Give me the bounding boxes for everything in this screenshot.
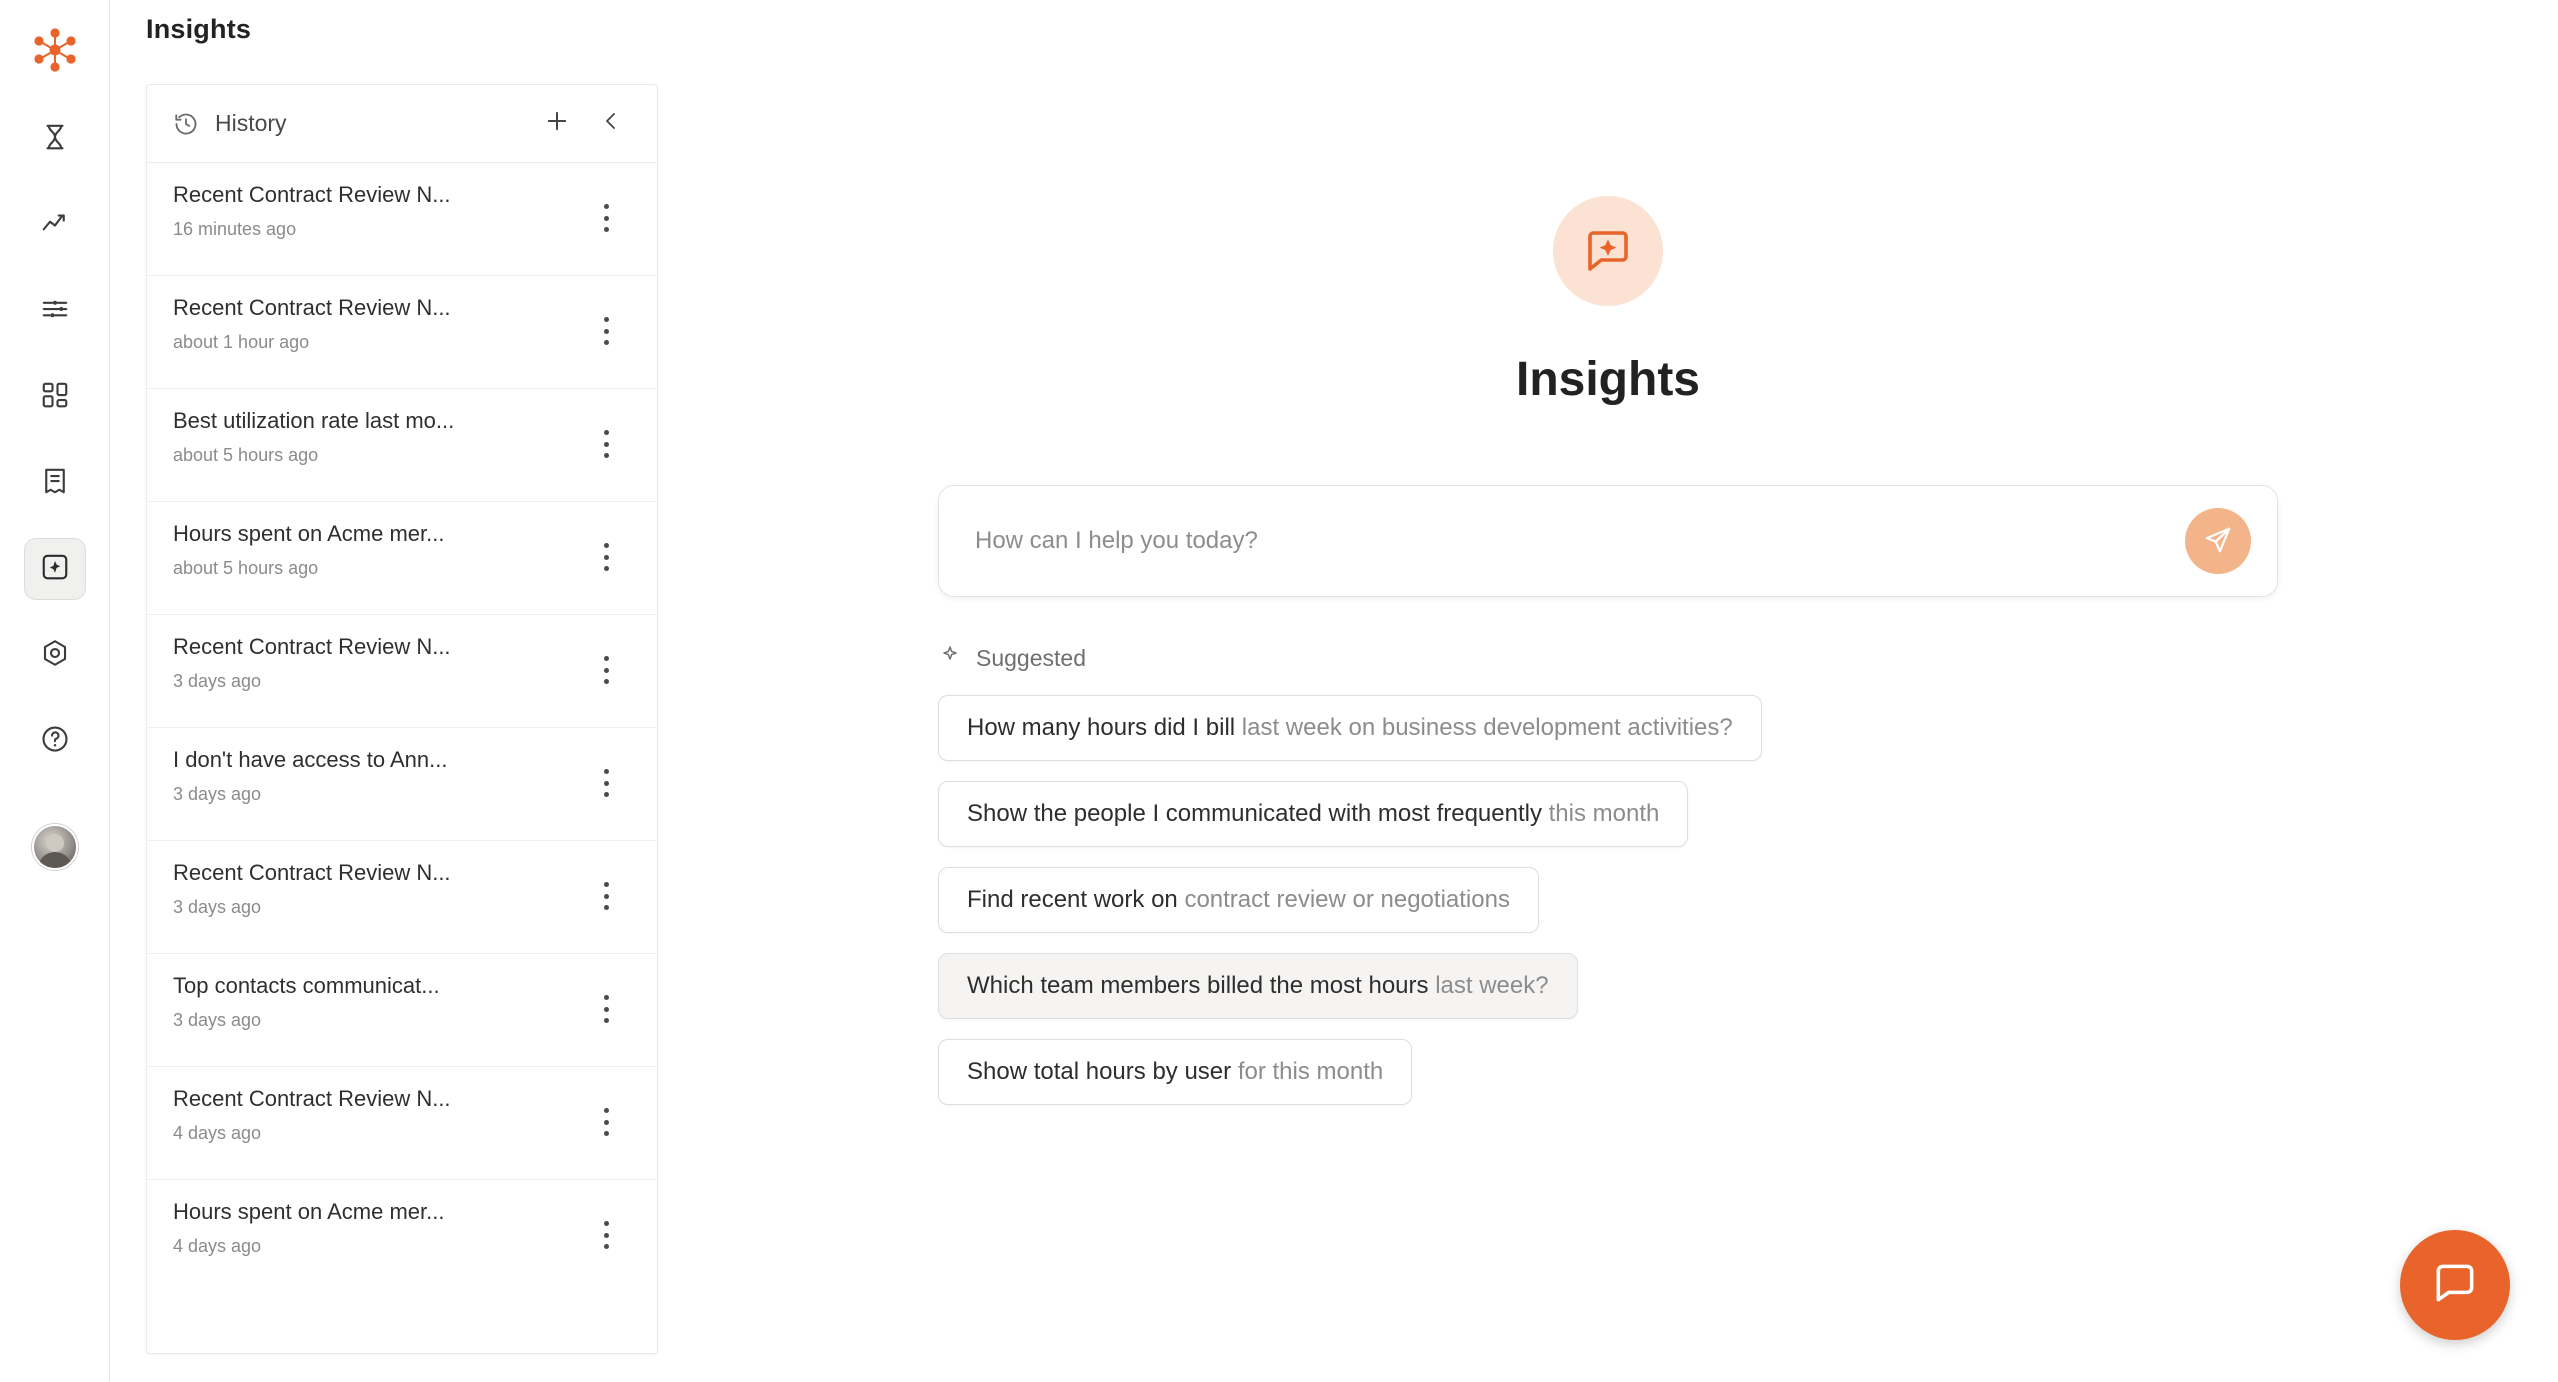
suggestion-lead: Show the people I communicated with most frequently (967, 800, 1549, 827)
hero-title: Insights (1515, 353, 1700, 406)
left-nav-rail (0, 0, 110, 1382)
suggestion-muted: contract review or negotiations (1184, 886, 1510, 913)
history-header (147, 85, 657, 163)
more-vertical-icon[interactable] (593, 201, 619, 235)
suggestion-muted: for this month (1237, 1058, 1384, 1085)
list-item[interactable] (147, 1067, 657, 1180)
history-item-title: I don't have access to Ann... (173, 747, 448, 772)
history-item-time: 4 days ago (173, 1235, 262, 1256)
suggestion-list (938, 695, 2278, 1105)
history-title: History (215, 110, 287, 136)
new-chat-button[interactable] (537, 104, 577, 144)
suggestion-muted: this month (1548, 800, 1660, 827)
suggestion-chip[interactable] (938, 1039, 1412, 1105)
history-item-title: Best utilization rate last mo... (173, 408, 455, 433)
sparkle-message-icon (1553, 196, 1663, 306)
search-input[interactable] (975, 527, 2185, 555)
sidebar-item-apps[interactable] (24, 366, 86, 428)
sidebar-item-insights[interactable] (24, 538, 86, 600)
history-item-time: 16 minutes ago (173, 218, 297, 239)
sparkle-icon (938, 643, 962, 673)
main-area (110, 0, 2558, 1382)
list-item[interactable] (147, 389, 657, 502)
more-vertical-icon[interactable] (593, 314, 619, 348)
suggested-label: Suggested (976, 644, 1086, 671)
history-item-time: 3 days ago (173, 1009, 262, 1030)
list-item[interactable] (147, 276, 657, 389)
more-vertical-icon[interactable] (593, 540, 619, 574)
history-item-title: Hours spent on Acme mer... (173, 1199, 445, 1224)
sidebar-item-matters[interactable] (24, 280, 86, 342)
history-item-title: Recent Contract Review N... (173, 634, 451, 659)
suggestion-lead: Show total hours by user (967, 1058, 1238, 1085)
chat-bubble-icon (2430, 1258, 2480, 1313)
list-item[interactable] (147, 728, 657, 841)
history-item-time: 3 days ago (173, 896, 262, 917)
ask-input-container[interactable] (938, 485, 2278, 597)
more-vertical-icon[interactable] (593, 1105, 619, 1139)
suggested-header (938, 643, 2278, 673)
send-paper-plane-icon (2203, 525, 2233, 558)
hourglass-icon (40, 122, 70, 157)
page-title: Insights (146, 14, 252, 44)
sparkle-square-icon (40, 552, 70, 587)
plus-icon (543, 107, 571, 140)
history-item-title: Top contacts communicat... (173, 973, 440, 998)
history-item-title: Recent Contract Review N... (173, 860, 451, 885)
history-list[interactable] (147, 163, 657, 1353)
more-vertical-icon[interactable] (593, 992, 619, 1026)
insights-content (658, 0, 2558, 1382)
suggestion-chip[interactable] (938, 953, 1578, 1019)
history-item-title: Recent Contract Review N... (173, 1086, 451, 1111)
list-item[interactable] (147, 1180, 657, 1293)
target-icon (40, 638, 70, 673)
suggestion-chip[interactable] (938, 695, 1762, 761)
sidebar-item-timer[interactable] (24, 108, 86, 170)
grid-apps-icon (40, 380, 70, 415)
suggestion-muted: last week? (1435, 972, 1549, 999)
suggestion-muted: last week on business development activities? (1241, 714, 1733, 741)
history-item-time: 3 days ago (173, 670, 262, 691)
history-item-time: about 5 hours ago (173, 444, 319, 465)
line-chart-icon (40, 208, 70, 243)
invoice-icon (40, 466, 70, 501)
more-vertical-icon[interactable] (593, 1218, 619, 1252)
list-item[interactable] (147, 841, 657, 954)
list-settings-icon (40, 294, 70, 329)
history-item-title: Recent Contract Review N... (173, 295, 451, 320)
history-item-time: 4 days ago (173, 1122, 262, 1143)
sidebar-item-billing[interactable] (24, 452, 86, 514)
more-vertical-icon[interactable] (593, 766, 619, 800)
chat-support-button[interactable] (2400, 1230, 2510, 1340)
history-item-title: Hours spent on Acme mer... (173, 521, 445, 546)
clock-history-icon (173, 111, 199, 137)
user-avatar[interactable] (32, 824, 78, 870)
suggestion-lead: How many hours did I bill (967, 714, 1242, 741)
history-item-time: about 1 hour ago (173, 331, 310, 352)
more-vertical-icon[interactable] (593, 427, 619, 461)
more-vertical-icon[interactable] (593, 653, 619, 687)
history-item-time: about 5 hours ago (173, 557, 319, 578)
list-item[interactable] (147, 954, 657, 1067)
sidebar-item-goals[interactable] (24, 624, 86, 686)
hub-logo-icon[interactable] (27, 22, 83, 78)
list-item[interactable] (147, 163, 657, 276)
suggestion-lead: Which team members billed the most hours (967, 972, 1436, 999)
sidebar-item-analytics[interactable] (24, 194, 86, 256)
suggestion-chip[interactable] (938, 781, 1688, 847)
collapse-history-button[interactable] (591, 104, 631, 144)
sidebar-item-help[interactable] (24, 710, 86, 772)
suggestion-chip[interactable] (938, 867, 1539, 933)
suggestion-lead: Find recent work on (967, 886, 1185, 913)
list-item[interactable] (147, 502, 657, 615)
list-item[interactable] (147, 615, 657, 728)
more-vertical-icon[interactable] (593, 879, 619, 913)
history-item-time: 3 days ago (173, 783, 262, 804)
chevron-left-icon (599, 109, 623, 138)
question-circle-icon (40, 724, 70, 759)
history-panel (146, 84, 658, 1354)
history-item-title: Recent Contract Review N... (173, 182, 451, 207)
send-button[interactable] (2185, 508, 2251, 574)
